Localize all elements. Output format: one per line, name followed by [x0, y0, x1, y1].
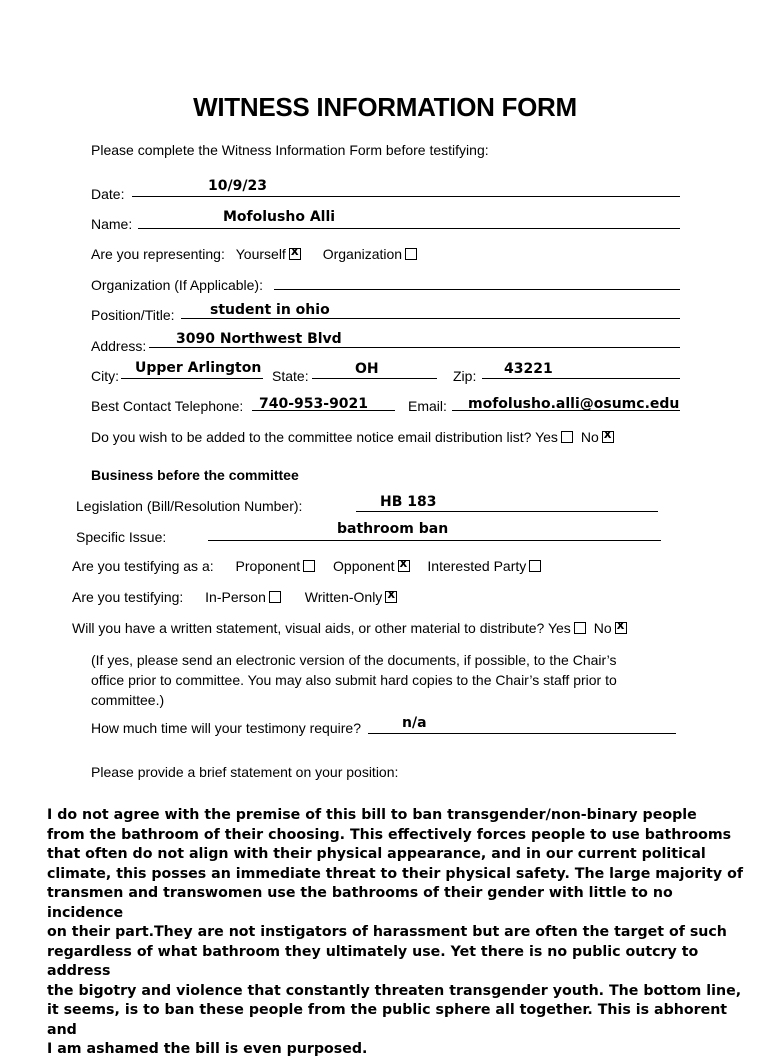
address-label: Address: [91, 338, 147, 354]
written-yes-checkbox[interactable] [574, 622, 586, 634]
telephone-label: Best Contact Telephone: [91, 398, 244, 414]
time-value: n/a [402, 715, 427, 731]
state-field-line[interactable] [312, 378, 437, 379]
written-no-label: No [593, 620, 612, 636]
proponent-label: Proponent [235, 558, 301, 574]
org-applicable-label: Organization (If Applicable): [91, 277, 263, 293]
interested-party-label: Interested Party [427, 558, 527, 574]
if-yes-line-2: office prior to committee. You may also submit hard copies to the Chair’s staff prior to [91, 672, 617, 688]
testifying-how-row [72, 589, 397, 605]
representing-label: Are you representing: [91, 246, 225, 262]
email-label: Email: [408, 398, 447, 414]
opponent-checkbox[interactable] [398, 560, 410, 572]
date-label: Date: [91, 186, 125, 202]
written-statement-label: Will you have a written statement, visual aids, or other material to distribute? Yes [72, 620, 571, 636]
in-person-label: In-Person [205, 589, 266, 605]
position-value: student in ohio [210, 302, 330, 318]
if-yes-line-3: committee.) [91, 692, 165, 708]
representing-row [91, 246, 417, 262]
position-statement: I do not agree with the premise of this bill to ban transgender/non-binary people from the bathroom of their choosing. This effectively forces people to use bathrooms that often do not align with their physical appearance, and in our current political climate, this posses an immediate threat to their physical safety. The large majority of transmen and transwomen use the bathrooms of their gender with little to no incidence on their part.They are not instigators of harassment but are often the target of such regardless of what bathroom they ultimately use. Yet there is no public outcry to address the bigotry and violence that constantly threaten transgender youth. The bottom line, it seems, is to ban these people from the public sphere all together. This is abhorent and I am ashamed the bill is even purposed. [47, 807, 743, 1057]
brief-statement-label: Please provide a brief statement on your position: [91, 764, 399, 780]
distribution-no-label: No [580, 429, 599, 445]
org-applicable-field-line[interactable] [274, 289, 680, 290]
legislation-field-line[interactable] [356, 511, 658, 512]
issue-label: Specific Issue: [76, 529, 167, 545]
yourself-checkbox[interactable] [289, 248, 301, 260]
organization-checkbox[interactable] [405, 248, 417, 260]
zip-label: Zip: [453, 368, 477, 384]
issue-value: bathroom ban [337, 521, 449, 537]
email-value: mofolusho.alli@osumc.edu [468, 396, 680, 412]
address-field-line[interactable] [149, 347, 680, 348]
distribution-yes-checkbox[interactable] [561, 431, 573, 443]
date-field-line[interactable] [132, 196, 680, 197]
date-value: 10/9/23 [208, 178, 267, 194]
business-header: Business before the committee [91, 467, 299, 483]
distribution-label: Do you wish to be added to the committee notice email distribution list? Yes [91, 429, 558, 445]
name-field-line[interactable] [138, 228, 680, 229]
written-no-checkbox[interactable] [615, 622, 627, 634]
testifying-as-row [72, 558, 541, 574]
distribution-row [91, 429, 614, 445]
yourself-label: Yourself [235, 246, 286, 262]
address-value: 3090 Northwest Blvd [176, 331, 342, 347]
telephone-value: 740-953-9021 [259, 396, 369, 412]
legislation-value: HB 183 [380, 494, 437, 510]
in-person-checkbox[interactable] [269, 591, 281, 603]
state-value: OH [355, 361, 379, 377]
if-yes-paragraph [91, 650, 617, 710]
state-label: State: [272, 368, 309, 384]
written-only-checkbox[interactable] [385, 591, 397, 603]
issue-field-line[interactable] [208, 540, 661, 541]
zip-field-line[interactable] [482, 378, 680, 379]
opponent-label: Opponent [333, 558, 395, 574]
written-statement-row [72, 620, 627, 636]
form-instruction: Please complete the Witness Information Form before testifying: [91, 142, 489, 158]
interested-party-checkbox[interactable] [529, 560, 541, 572]
position-field-line[interactable] [181, 318, 680, 319]
proponent-checkbox[interactable] [303, 560, 315, 572]
time-label: How much time will your testimony require? [91, 720, 361, 736]
city-label: City: [91, 368, 119, 384]
written-only-label: Written-Only [304, 589, 383, 605]
organization-label: Organization [322, 246, 403, 262]
position-label: Position/Title: [91, 307, 175, 323]
testifying-as-label: Are you testifying as a: [72, 558, 214, 574]
testifying-how-label: Are you testifying: [72, 589, 184, 605]
name-label: Name: [91, 216, 133, 232]
city-value: Upper Arlington [135, 360, 262, 376]
if-yes-line-1: (If yes, please send an electronic version of the documents, if possible, to the Chair’s [91, 652, 617, 668]
time-field-line[interactable] [368, 733, 676, 734]
form-title: WITNESS INFORMATION FORM [193, 92, 577, 122]
zip-value: 43221 [504, 361, 553, 377]
city-field-line[interactable] [121, 378, 263, 379]
distribution-no-checkbox[interactable] [602, 431, 614, 443]
legislation-label: Legislation (Bill/Resolution Number): [76, 498, 303, 514]
name-value: Mofolusho Alli [223, 209, 336, 225]
